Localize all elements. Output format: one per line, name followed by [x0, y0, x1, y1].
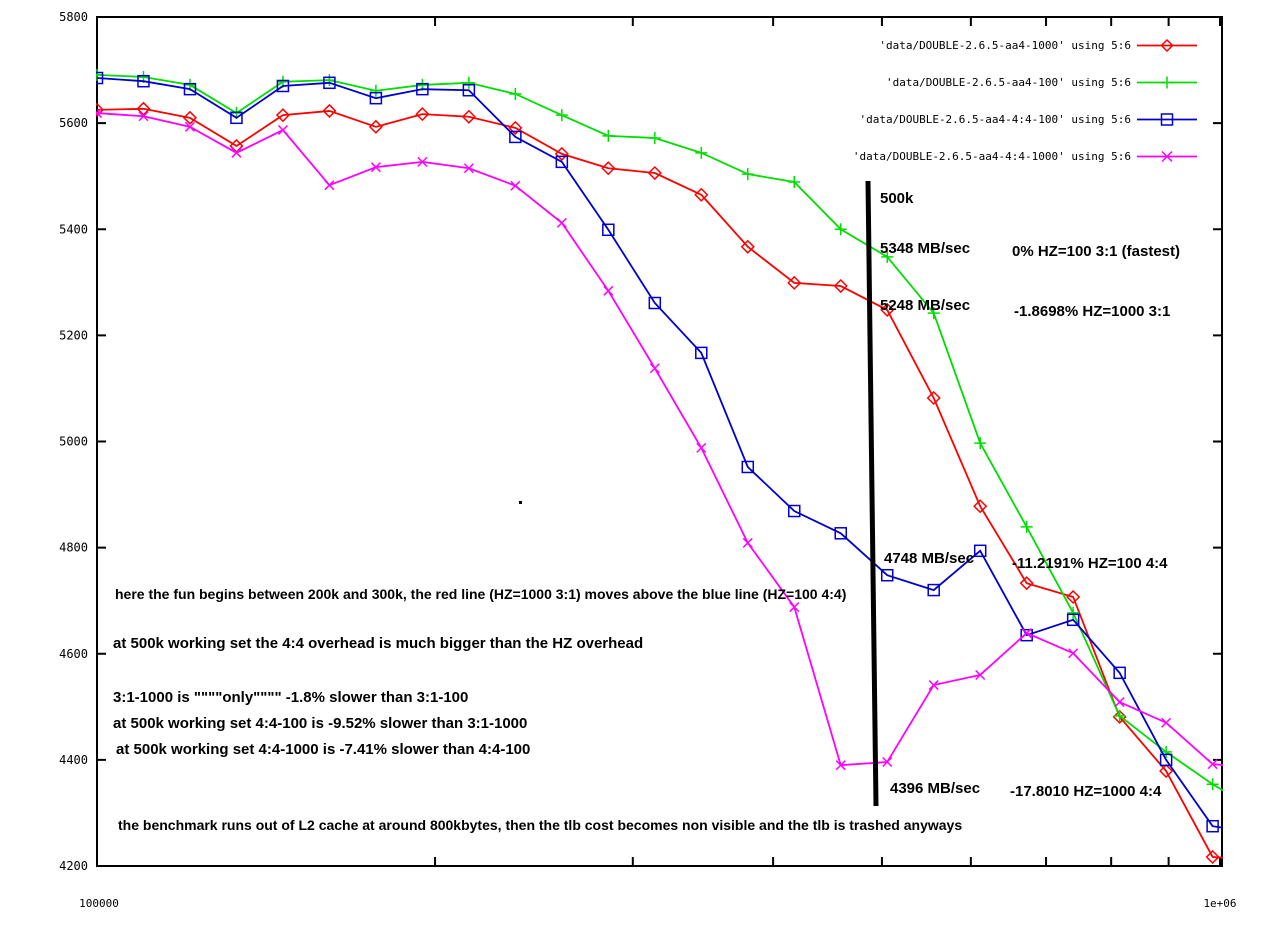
- series-hz1000-4to4: [93, 109, 1264, 773]
- legend-entry-green: [886, 76, 1197, 89]
- legend-label: 'data/DOUBLE-2.6.5-aa4-4:4-1000' using 5:6: [852, 150, 1131, 163]
- annotation-hz1000-3to1: -1.8698% HZ=1000 3:1: [1014, 303, 1171, 320]
- y-axis-labels: [59, 10, 88, 873]
- x-marker-icon: [1069, 649, 1078, 658]
- annotation-4748-mbsec: 4748 MB/sec: [884, 550, 975, 567]
- y-tick-label: 5600: [59, 116, 88, 131]
- legend-sample-red: [1137, 39, 1197, 52]
- x-marker-icon: [697, 443, 706, 452]
- x-marker-icon: [1115, 698, 1124, 707]
- plus-marker-icon: [463, 77, 475, 89]
- annotation-5348-mbsec: 5348 MB/sec: [880, 240, 971, 257]
- plus-marker-icon: [1021, 521, 1033, 533]
- annotation-5248-mbsec: 5248 MB/sec: [880, 297, 971, 314]
- series-markers: [93, 109, 1264, 773]
- x-marker-icon: [743, 538, 752, 547]
- plus-marker-icon: [742, 168, 754, 180]
- x-tick-label-100000: 100000: [79, 897, 119, 910]
- x-marker-icon: [1255, 764, 1264, 773]
- plus-marker-icon: [1161, 77, 1173, 89]
- y-tick-label: 4600: [59, 646, 88, 661]
- y-tick-label: 5000: [59, 434, 88, 449]
- legend-sample-blue: [1137, 113, 1197, 126]
- annotation-hz1000-4to4: -17.8010 HZ=1000 4:4: [1010, 783, 1162, 800]
- note-44-overhead: at 500k working set the 4:4 overhead is much bigger than the HZ overhead: [113, 635, 644, 652]
- plus-marker-icon: [649, 132, 661, 144]
- plus-marker-icon: [695, 147, 707, 159]
- axis-ticks: [97, 17, 1221, 866]
- square-marker-icon: [1254, 828, 1265, 839]
- note-fun-begins: here the fun begins between 200k and 300k, the red line (HZ=1000 3:1) moves above the blue line (HZ=100 4:4): [115, 586, 847, 602]
- y-tick-label: 5200: [59, 328, 88, 343]
- plus-marker-icon: [370, 85, 382, 97]
- y-tick-label: 4200: [59, 859, 88, 873]
- plus-marker-icon: [556, 109, 568, 121]
- annotation-hz100-4to4: -11.2191% HZ=100 4:4: [1012, 555, 1168, 572]
- legend-entry-blue: [859, 113, 1197, 126]
- x-marker-icon: [278, 126, 287, 135]
- stray-dot: [519, 501, 522, 504]
- note-l2-cache: the benchmark runs out of L2 cache at around 800kbytes, then the tlb cost becomes non visible and the tlb is trashed anyways: [118, 817, 963, 833]
- plot-border: [97, 17, 1222, 866]
- y-tick-label: 5800: [59, 10, 88, 24]
- legend-entry-red: [879, 39, 1197, 52]
- x-marker-icon: [604, 286, 613, 295]
- 500k-marker-line: [868, 181, 876, 806]
- y-tick-label: 5400: [59, 222, 88, 237]
- legend-label: 'data/DOUBLE-2.6.5-aa4-1000' using 5:6: [879, 39, 1131, 52]
- y-tick-label: 4800: [59, 540, 88, 555]
- annotation-4396-mbsec: 4396 MB/sec: [890, 780, 981, 797]
- annotation-fastest: 0% HZ=100 3:1 (fastest): [1012, 243, 1180, 260]
- plus-marker-icon: [1207, 778, 1219, 790]
- x-marker-icon: [557, 218, 566, 227]
- x-marker-icon: [325, 181, 334, 190]
- x-marker-icon: [650, 364, 659, 373]
- legend-label: 'data/DOUBLE-2.6.5-aa4-4:4-100' using 5:6: [859, 113, 1131, 126]
- series-line: [97, 113, 1259, 768]
- x-marker-icon: [232, 148, 241, 157]
- legend-sample-green: [1137, 76, 1197, 89]
- plus-marker-icon: [602, 130, 614, 142]
- y-tick-label: 4400: [59, 752, 88, 767]
- diamond-marker-icon: [1253, 854, 1265, 866]
- x-marker-icon: [1162, 718, 1171, 727]
- x-marker-icon: [511, 181, 520, 190]
- plus-marker-icon: [974, 437, 986, 449]
- note-only-1.8-slower: 3:1-1000 is """"only"""" -1.8% slower than 3:1-100: [113, 689, 469, 706]
- plus-marker-icon: [1253, 806, 1265, 818]
- legend-entry-magenta: [853, 150, 1197, 163]
- x-tick-label-1e06: 1e+06: [1203, 897, 1237, 910]
- note-7.41-slower: at 500k working set 4:4-1000 is -7.41% slower than 4:4-100: [116, 741, 531, 758]
- legend-sample-magenta: [1137, 150, 1197, 163]
- note-9.52-slower: at 500k working set 4:4-100 is -9.52% slower than 3:1-1000: [113, 715, 528, 732]
- plus-marker-icon: [509, 88, 521, 100]
- annotation-500k: 500k: [880, 190, 914, 207]
- legend-label: 'data/DOUBLE-2.6.5-aa4-100' using 5:6: [885, 76, 1131, 89]
